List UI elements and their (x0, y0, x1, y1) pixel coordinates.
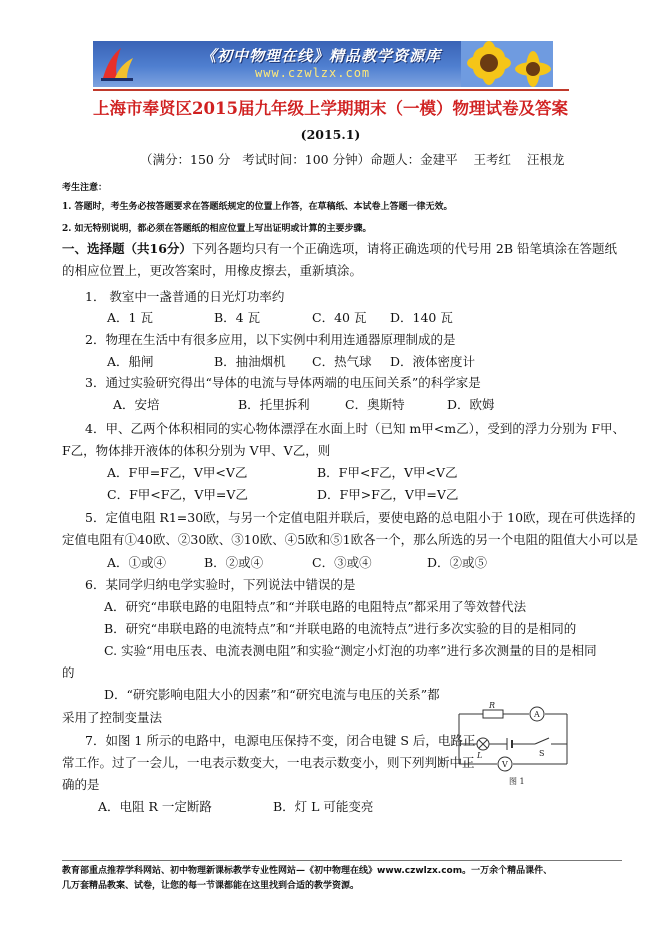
q6-option-a: A．研究“串联电路的电阻特点”和“并联电路的电阻特点”都采用了等效替代法 (104, 599, 527, 614)
q1-option-a: A．1 瓦 (107, 310, 153, 325)
sunflower-icon (461, 41, 553, 87)
q6-option-b: B．研究“串联电路的电流特点”和“并联电路的电流特点”进行多次实验的目的是相同的 (104, 621, 577, 636)
q7-stem-1: 7．如图 1 所示的电路中，电源电压保持不变，闭合电键 S 后，电路正 (85, 733, 476, 748)
page-title: 上海市奉贤区2015届九年级上学期期末（一模）物理试卷及答案 (93, 99, 568, 118)
q5-option-c: C．③或④ (312, 555, 372, 570)
q3-option-d: D．欧姆 (447, 397, 495, 412)
figure-caption: 图 1 (509, 777, 525, 786)
section-1-heading: 一、选择题（共16分） (62, 241, 192, 256)
q5-option-d: D．②或⑤ (427, 555, 488, 570)
q6-option-c: C. 实验“用电压表、电流表测电阻”和实验“测定小灯泡的功率”进行多次测量的目的是相同 (104, 643, 597, 658)
q7-stem-3: 确的是 (62, 777, 100, 792)
section-1-intro (62, 241, 617, 257)
q1-option-c: C．40 瓦 (312, 310, 367, 325)
q7-option-b: B．灯 L 可能变亮 (273, 799, 374, 814)
q3-stem: 3．通过实验研究得出“导体的电流与导体两端的电压间关系”的科学家是 (85, 375, 481, 390)
figure-label-v: V (502, 760, 508, 769)
circuit-diagram (455, 700, 573, 790)
q2-option-b: B．抽油烟机 (214, 354, 286, 369)
q5-stem-2: 定值电阻有①40欧、②30欧、③10欧、④5欧和⑤1欧各一个，那么所选的另一个电阻的阻值大小可以是 (62, 532, 639, 547)
header-divider (93, 89, 569, 91)
banner-title: 《初中物理在线》精品教学资源库 (201, 47, 442, 65)
q6-option-c-cont: 的 (62, 665, 75, 680)
q1-option-d: D．140 瓦 (390, 310, 453, 325)
q7-stem-2: 常工作。过了一会儿，一电表示数变大，一电表示数变小，则下列判断中正 (62, 755, 475, 770)
q1-stem: 1． 教室中一盏普通的日光灯功率约 (85, 289, 285, 304)
q6-option-d: D．“研究影响电阻大小的因素”和“研究电流与电压的关系”都 (104, 687, 440, 702)
q4-option-a: A．F甲=F乙，V甲<V乙 (107, 465, 248, 480)
notice-item-2: 2. 如无特别说明，都必须在答题纸的相应位置上写出证明或计算的主要步骤。 (62, 224, 372, 234)
footer-line-1: 教育部重点推荐学科网站、初中物理新课标教学专业性网站—《初中物理在线》www.czwlzx.com。一万余个精品课件、 (62, 866, 553, 876)
site-logo-icon (97, 44, 137, 84)
q5-stem-1: 5．定值电阻 R1=30欧，与另一个定值电阻并联后，要使电路的总电阻小于 10欧，现在可供选择的 (85, 510, 636, 525)
notice-item-1: 1. 答题时，考生务必按答题要求在答题纸规定的位置上作答，在草稿纸、本试卷上答题一律无效。 (62, 202, 453, 212)
page-footer (62, 864, 622, 894)
q5-option-b: B．②或④ (204, 555, 264, 570)
notice-heading: 考生注意： (62, 183, 108, 193)
q4-option-b: B．F甲<F乙，V甲<V乙 (317, 465, 458, 480)
figure-label-a: A (534, 710, 540, 719)
q4-option-c: C．F甲<F乙，V甲=V乙 (107, 487, 248, 502)
footer-line-2: 几万套精品教案、试卷，让您的每一节课都能在这里找到合适的教学资源。 (62, 881, 360, 891)
q2-option-a: A．船闸 (107, 354, 154, 369)
q3-option-c: C．奥斯特 (345, 397, 405, 412)
q5-option-a: A．①或④ (107, 555, 167, 570)
q6-stem: 6．某同学归纳电学实验时，下列说法中错误的是 (85, 577, 356, 592)
q4-option-d: D．F甲>F乙，V甲=V乙 (317, 487, 459, 502)
q4-stem-1: 4．甲、乙两个体积相同的实心物体漂浮在水面上时（已知 m甲<m乙），受到的浮力分别为 F甲、 (85, 421, 626, 436)
q6-option-d-cont: 采用了控制变量法 (62, 710, 163, 725)
section-1-line-2: 的相应位置上，更改答案时，用橡皮擦去，重新填涂。 (62, 263, 363, 278)
banner-url: www.czwlzx.com (255, 66, 371, 80)
section-1-line-1: 下列各题均只有一个正确选项，请将正确选项的代号用 2B 铅笔填涂在答题纸 (191, 241, 617, 256)
q2-option-d: D．液体密度计 (390, 354, 476, 369)
q2-option-c: C．热气球 (312, 354, 372, 369)
figure-label-s: S (539, 749, 545, 758)
q4-stem-2: F乙，物体排开液体的体积分别为 V甲、V乙，则 (62, 443, 331, 458)
q1-option-b: B．4 瓦 (214, 310, 261, 325)
figure-label-l: L (477, 751, 483, 760)
q2-stem: 2．物理在生活中有很多应用，以下实例中利用连通器原理制成的是 (85, 332, 456, 347)
exam-date: (2015.1) (300, 127, 361, 142)
q3-option-a: A．安培 (113, 397, 160, 412)
site-banner (93, 41, 553, 87)
footer-divider (62, 860, 622, 861)
q7-option-a: A．电阻 R 一定断路 (98, 799, 212, 814)
figure-label-r: R (489, 701, 496, 710)
exam-info: （满分：150 分 考试时间：100 分钟）命题人：金建平 王考红 汪根龙 (140, 152, 565, 167)
q3-option-b: B．托里拆利 (238, 397, 310, 412)
